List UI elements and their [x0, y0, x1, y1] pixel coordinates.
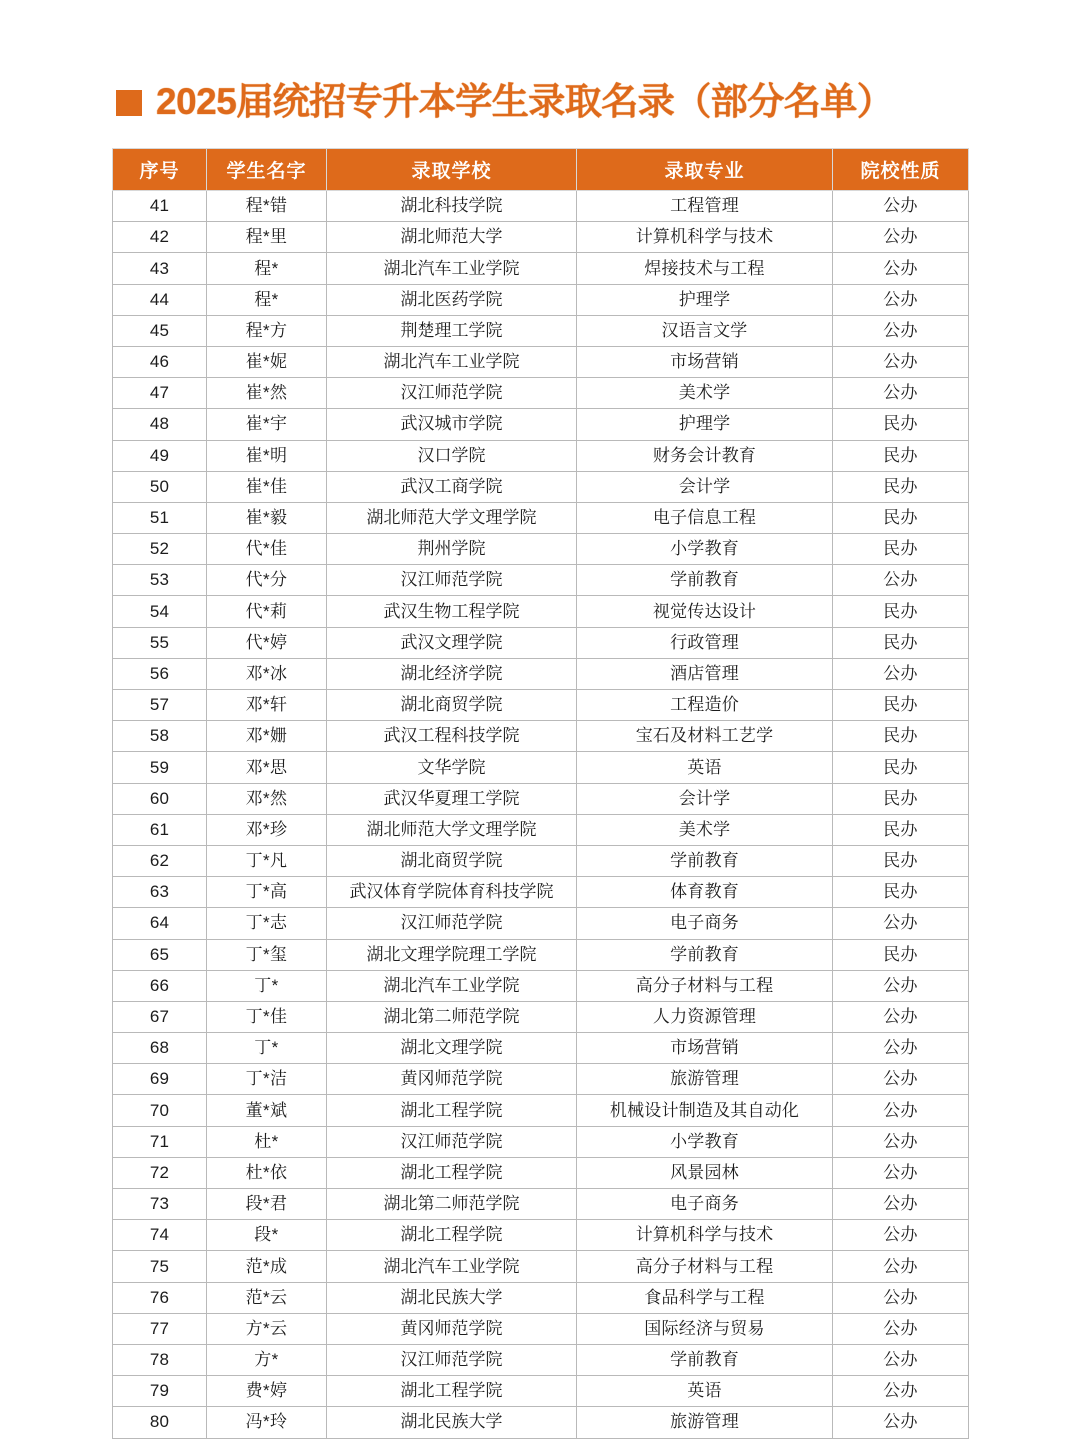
cell-school-type: 公办 [833, 970, 969, 1001]
table-row [113, 939, 969, 970]
cell-major: 行政管理 [577, 627, 833, 658]
table-row [113, 1001, 969, 1032]
cell-school: 武汉城市学院 [327, 409, 577, 440]
page-title [116, 78, 893, 124]
table-row [113, 1033, 969, 1064]
cell-student-name: 崔*毅 [207, 502, 327, 533]
cell-index: 71 [113, 1126, 207, 1157]
cell-index: 55 [113, 627, 207, 658]
cell-major: 高分子材料与工程 [577, 1251, 833, 1282]
table-row [113, 346, 969, 377]
cell-major: 护理学 [577, 284, 833, 315]
cell-student-name: 邓*轩 [207, 690, 327, 721]
cell-student-name: 程*方 [207, 315, 327, 346]
cell-major: 体育教育 [577, 877, 833, 908]
cell-school: 黄冈师范学院 [327, 1064, 577, 1095]
cell-index: 77 [113, 1313, 207, 1344]
cell-school-type: 民办 [833, 877, 969, 908]
cell-school-type: 公办 [833, 315, 969, 346]
table-row [113, 721, 969, 752]
cell-major: 风景园林 [577, 1157, 833, 1188]
cell-index: 46 [113, 346, 207, 377]
cell-school-type: 民办 [833, 939, 969, 970]
cell-student-name: 段* [207, 1220, 327, 1251]
cell-school: 湖北工程学院 [327, 1220, 577, 1251]
cell-school-type: 民办 [833, 627, 969, 658]
cell-student-name: 范*云 [207, 1282, 327, 1313]
cell-index: 53 [113, 565, 207, 596]
cell-student-name: 冯*玲 [207, 1407, 327, 1438]
cell-school-type: 民办 [833, 845, 969, 876]
cell-index: 57 [113, 690, 207, 721]
cell-school: 湖北经济学院 [327, 658, 577, 689]
cell-student-name: 邓*然 [207, 783, 327, 814]
cell-student-name: 杜*依 [207, 1157, 327, 1188]
cell-index: 74 [113, 1220, 207, 1251]
table-row [113, 1220, 969, 1251]
table-row [113, 471, 969, 502]
table-row [113, 814, 969, 845]
table-row [113, 502, 969, 533]
cell-index: 50 [113, 471, 207, 502]
cell-student-name: 崔*妮 [207, 346, 327, 377]
cell-major: 电子信息工程 [577, 502, 833, 533]
cell-index: 80 [113, 1407, 207, 1438]
cell-school: 湖北师范大学文理学院 [327, 814, 577, 845]
cell-student-name: 丁*洁 [207, 1064, 327, 1095]
cell-major: 机械设计制造及其自动化 [577, 1095, 833, 1126]
table-row [113, 1282, 969, 1313]
cell-school-type: 公办 [833, 378, 969, 409]
cell-index: 68 [113, 1033, 207, 1064]
table-row [113, 1344, 969, 1375]
table-row [113, 409, 969, 440]
cell-school-type: 民办 [833, 596, 969, 627]
cell-major: 人力资源管理 [577, 1001, 833, 1032]
table-row [113, 783, 969, 814]
cell-school-type: 公办 [833, 253, 969, 284]
column-header-index: 序号 [113, 149, 207, 191]
cell-school: 湖北民族大学 [327, 1282, 577, 1313]
cell-student-name: 丁*凡 [207, 845, 327, 876]
cell-major: 旅游管理 [577, 1064, 833, 1095]
cell-school-type: 民办 [833, 814, 969, 845]
cell-school-type: 民办 [833, 409, 969, 440]
column-header-major: 录取专业 [577, 149, 833, 191]
cell-major: 美术学 [577, 814, 833, 845]
roster-table [112, 148, 969, 1439]
cell-index: 41 [113, 191, 207, 222]
cell-school: 汉江师范学院 [327, 908, 577, 939]
cell-school: 荆州学院 [327, 534, 577, 565]
cell-school: 湖北师范大学文理学院 [327, 502, 577, 533]
table-row [113, 1407, 969, 1438]
cell-major: 电子商务 [577, 1189, 833, 1220]
cell-school: 湖北民族大学 [327, 1407, 577, 1438]
cell-index: 48 [113, 409, 207, 440]
cell-school: 湖北文理学院 [327, 1033, 577, 1064]
table-row [113, 191, 969, 222]
cell-school: 湖北工程学院 [327, 1157, 577, 1188]
cell-school-type: 公办 [833, 1282, 969, 1313]
cell-index: 47 [113, 378, 207, 409]
cell-index: 45 [113, 315, 207, 346]
cell-index: 73 [113, 1189, 207, 1220]
cell-school: 武汉工商学院 [327, 471, 577, 502]
cell-major: 计算机科学与技术 [577, 222, 833, 253]
cell-school: 黄冈师范学院 [327, 1313, 577, 1344]
cell-school-type: 民办 [833, 752, 969, 783]
cell-index: 76 [113, 1282, 207, 1313]
cell-major: 国际经济与贸易 [577, 1313, 833, 1344]
table-row [113, 658, 969, 689]
cell-school-type: 公办 [833, 1001, 969, 1032]
cell-school-type: 公办 [833, 1033, 969, 1064]
cell-student-name: 程* [207, 284, 327, 315]
table-header [113, 149, 969, 191]
cell-student-name: 代*佳 [207, 534, 327, 565]
cell-student-name: 杜* [207, 1126, 327, 1157]
cell-student-name: 崔*然 [207, 378, 327, 409]
cell-major: 美术学 [577, 378, 833, 409]
table-row [113, 1189, 969, 1220]
cell-school-type: 公办 [833, 565, 969, 596]
title-bullet-icon [116, 90, 142, 116]
cell-student-name: 丁* [207, 970, 327, 1001]
cell-school-type: 公办 [833, 1313, 969, 1344]
cell-school: 湖北医药学院 [327, 284, 577, 315]
cell-major: 学前教育 [577, 845, 833, 876]
cell-index: 67 [113, 1001, 207, 1032]
cell-student-name: 程*错 [207, 191, 327, 222]
cell-school-type: 公办 [833, 1251, 969, 1282]
cell-major: 学前教育 [577, 565, 833, 596]
cell-index: 78 [113, 1344, 207, 1375]
cell-student-name: 崔*明 [207, 440, 327, 471]
cell-school-type: 公办 [833, 908, 969, 939]
cell-student-name: 邓*珍 [207, 814, 327, 845]
cell-student-name: 程*里 [207, 222, 327, 253]
cell-school-type: 民办 [833, 690, 969, 721]
table-row [113, 877, 969, 908]
page-title-text: 2025届统招专升本学生录取名录（部分名单） [156, 80, 894, 122]
cell-index: 51 [113, 502, 207, 533]
cell-school-type: 公办 [833, 1344, 969, 1375]
cell-student-name: 丁*高 [207, 877, 327, 908]
cell-student-name: 崔*佳 [207, 471, 327, 502]
cell-school: 武汉生物工程学院 [327, 596, 577, 627]
cell-school: 湖北师范大学 [327, 222, 577, 253]
table-row [113, 908, 969, 939]
cell-student-name: 方*云 [207, 1313, 327, 1344]
column-header-student-name: 学生名字 [207, 149, 327, 191]
cell-school-type: 民办 [833, 502, 969, 533]
cell-school: 湖北科技学院 [327, 191, 577, 222]
cell-student-name: 代*分 [207, 565, 327, 596]
cell-school-type: 公办 [833, 658, 969, 689]
table-row [113, 1376, 969, 1407]
table-row [113, 534, 969, 565]
table-row [113, 690, 969, 721]
cell-school-type: 公办 [833, 1376, 969, 1407]
cell-major: 焊接技术与工程 [577, 253, 833, 284]
cell-student-name: 代*莉 [207, 596, 327, 627]
cell-student-name: 丁*佳 [207, 1001, 327, 1032]
table-row [113, 1095, 969, 1126]
column-header-school-type: 院校性质 [833, 149, 969, 191]
table-row [113, 752, 969, 783]
table-row [113, 1126, 969, 1157]
cell-school: 汉江师范学院 [327, 1344, 577, 1375]
cell-school: 湖北汽车工业学院 [327, 970, 577, 1001]
cell-school-type: 公办 [833, 1189, 969, 1220]
cell-school: 湖北商贸学院 [327, 690, 577, 721]
cell-school: 湖北文理学院理工学院 [327, 939, 577, 970]
cell-school: 湖北商贸学院 [327, 845, 577, 876]
cell-school: 湖北汽车工业学院 [327, 346, 577, 377]
cell-student-name: 段*君 [207, 1189, 327, 1220]
cell-major: 工程造价 [577, 690, 833, 721]
roster-table-container [112, 148, 968, 1439]
table-row [113, 1064, 969, 1095]
cell-student-name: 邓*冰 [207, 658, 327, 689]
cell-major: 护理学 [577, 409, 833, 440]
table-row [113, 596, 969, 627]
cell-school-type: 公办 [833, 1126, 969, 1157]
cell-student-name: 丁*玺 [207, 939, 327, 970]
cell-index: 59 [113, 752, 207, 783]
cell-major: 市场营销 [577, 1033, 833, 1064]
cell-major: 酒店管理 [577, 658, 833, 689]
cell-index: 49 [113, 440, 207, 471]
cell-school-type: 公办 [833, 222, 969, 253]
table-row [113, 284, 969, 315]
table-row [113, 378, 969, 409]
cell-index: 70 [113, 1095, 207, 1126]
cell-school: 武汉工程科技学院 [327, 721, 577, 752]
cell-index: 75 [113, 1251, 207, 1282]
cell-school: 湖北第二师范学院 [327, 1001, 577, 1032]
cell-major: 工程管理 [577, 191, 833, 222]
cell-school: 武汉华夏理工学院 [327, 783, 577, 814]
table-header-row [113, 149, 969, 191]
cell-index: 60 [113, 783, 207, 814]
cell-index: 65 [113, 939, 207, 970]
cell-school-type: 民办 [833, 471, 969, 502]
cell-school-type: 民办 [833, 721, 969, 752]
cell-index: 72 [113, 1157, 207, 1188]
cell-major: 汉语言文学 [577, 315, 833, 346]
cell-school: 荆楚理工学院 [327, 315, 577, 346]
cell-major: 英语 [577, 752, 833, 783]
cell-school: 湖北汽车工业学院 [327, 1251, 577, 1282]
cell-student-name: 邓*思 [207, 752, 327, 783]
cell-school-type: 公办 [833, 1220, 969, 1251]
cell-index: 69 [113, 1064, 207, 1095]
cell-major: 小学教育 [577, 1126, 833, 1157]
cell-major: 市场营销 [577, 346, 833, 377]
cell-school-type: 公办 [833, 1095, 969, 1126]
cell-index: 64 [113, 908, 207, 939]
cell-student-name: 费*婷 [207, 1376, 327, 1407]
table-row [113, 1251, 969, 1282]
cell-major: 计算机科学与技术 [577, 1220, 833, 1251]
cell-major: 电子商务 [577, 908, 833, 939]
cell-major: 食品科学与工程 [577, 1282, 833, 1313]
cell-school-type: 民办 [833, 783, 969, 814]
cell-major: 宝石及材料工艺学 [577, 721, 833, 752]
cell-school-type: 公办 [833, 1407, 969, 1438]
column-header-school: 录取学校 [327, 149, 577, 191]
cell-school: 湖北工程学院 [327, 1095, 577, 1126]
cell-major: 会计学 [577, 783, 833, 814]
table-body [113, 191, 969, 1439]
cell-student-name: 丁*志 [207, 908, 327, 939]
table-row [113, 253, 969, 284]
cell-student-name: 董*斌 [207, 1095, 327, 1126]
cell-school: 汉口学院 [327, 440, 577, 471]
cell-school-type: 公办 [833, 1157, 969, 1188]
table-row [113, 627, 969, 658]
cell-index: 58 [113, 721, 207, 752]
cell-major: 小学教育 [577, 534, 833, 565]
cell-major: 财务会计教育 [577, 440, 833, 471]
table-row [113, 315, 969, 346]
cell-index: 62 [113, 845, 207, 876]
cell-major: 高分子材料与工程 [577, 970, 833, 1001]
table-row [113, 1313, 969, 1344]
cell-school-type: 公办 [833, 346, 969, 377]
cell-index: 56 [113, 658, 207, 689]
cell-student-name: 范*成 [207, 1251, 327, 1282]
cell-major: 视觉传达设计 [577, 596, 833, 627]
cell-index: 52 [113, 534, 207, 565]
cell-major: 旅游管理 [577, 1407, 833, 1438]
cell-student-name: 崔*宇 [207, 409, 327, 440]
cell-school: 文华学院 [327, 752, 577, 783]
cell-index: 61 [113, 814, 207, 845]
cell-school: 汉江师范学院 [327, 565, 577, 596]
cell-school-type: 公办 [833, 284, 969, 315]
table-row [113, 970, 969, 1001]
cell-school: 汉江师范学院 [327, 378, 577, 409]
table-row [113, 565, 969, 596]
cell-school-type: 公办 [833, 191, 969, 222]
cell-major: 英语 [577, 1376, 833, 1407]
cell-index: 44 [113, 284, 207, 315]
cell-student-name: 方* [207, 1344, 327, 1375]
cell-student-name: 丁* [207, 1033, 327, 1064]
table-row [113, 845, 969, 876]
cell-index: 63 [113, 877, 207, 908]
cell-school: 湖北第二师范学院 [327, 1189, 577, 1220]
cell-major: 会计学 [577, 471, 833, 502]
cell-index: 43 [113, 253, 207, 284]
cell-school: 汉江师范学院 [327, 1126, 577, 1157]
cell-school-type: 公办 [833, 1064, 969, 1095]
cell-school: 湖北工程学院 [327, 1376, 577, 1407]
cell-index: 54 [113, 596, 207, 627]
cell-major: 学前教育 [577, 1344, 833, 1375]
cell-student-name: 代*婷 [207, 627, 327, 658]
cell-school: 武汉文理学院 [327, 627, 577, 658]
cell-school-type: 民办 [833, 534, 969, 565]
cell-student-name: 邓*姗 [207, 721, 327, 752]
cell-index: 42 [113, 222, 207, 253]
cell-school: 湖北汽车工业学院 [327, 253, 577, 284]
table-row [113, 440, 969, 471]
table-row [113, 222, 969, 253]
cell-school: 武汉体育学院体育科技学院 [327, 877, 577, 908]
cell-major: 学前教育 [577, 939, 833, 970]
cell-student-name: 程* [207, 253, 327, 284]
cell-index: 66 [113, 970, 207, 1001]
table-row [113, 1157, 969, 1188]
cell-index: 79 [113, 1376, 207, 1407]
cell-school-type: 民办 [833, 440, 969, 471]
